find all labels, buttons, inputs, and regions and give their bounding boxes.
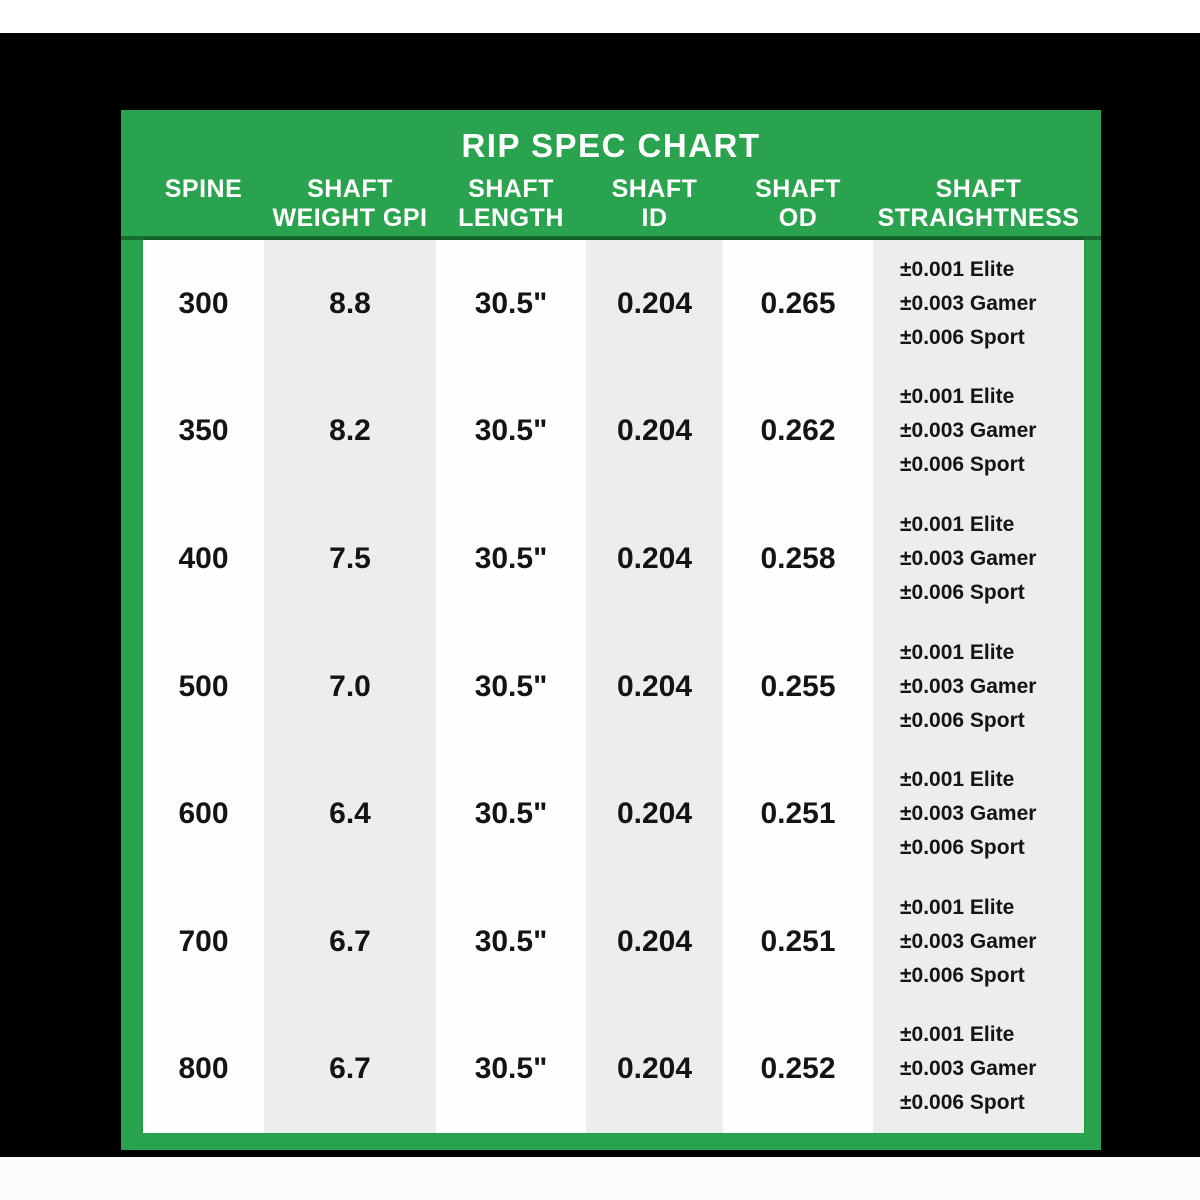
weight-gpi-value: 8.2 — [264, 368, 436, 496]
spine-value: 300 — [178, 286, 229, 320]
column-header-shaft-id: SHAFT ID — [611, 175, 698, 232]
straightness-value: ±0.001 Elite ±0.003 Gamer ±0.006 Sport — [873, 623, 1084, 751]
weight-gpi-value: 6.4 — [264, 750, 436, 878]
column-header-spine: SPINE — [164, 175, 243, 203]
table-row — [143, 240, 1084, 368]
table-row — [143, 623, 1084, 751]
length-value: 30.5" — [474, 541, 548, 575]
straightness-value: ±0.001 Elite ±0.003 Gamer ±0.006 Sport — [873, 240, 1084, 368]
straightness-value: ±0.001 Elite ±0.003 Gamer ±0.006 Sport — [873, 495, 1084, 623]
shaft-od-value: 0.255 — [760, 669, 836, 703]
shaft-id-value: 0.204 — [586, 495, 723, 623]
column-header-shaft-od: SHAFT OD — [755, 175, 841, 232]
shaft-id-value: 0.204 — [586, 368, 723, 496]
shaft-id-value: 0.204 — [586, 240, 723, 368]
length-value: 30.5" — [474, 924, 548, 958]
length-value: 30.5" — [474, 414, 548, 448]
column-header-row — [143, 175, 1084, 233]
table-row — [143, 1005, 1084, 1133]
shaft-id-value: 0.204 — [586, 1005, 723, 1133]
table-header — [121, 110, 1101, 240]
bottom-white-strip — [0, 1157, 1200, 1200]
table-row — [143, 878, 1084, 1006]
weight-gpi-value: 8.8 — [264, 240, 436, 368]
table-row — [143, 368, 1084, 496]
column-header-shaft-weight-gpi: SHAFT WEIGHT GPI — [272, 175, 428, 232]
spine-value: 800 — [178, 1052, 229, 1086]
shaft-od-value: 0.252 — [760, 1052, 836, 1086]
top-white-strip — [0, 0, 1200, 33]
straightness-value: ±0.001 Elite ±0.003 Gamer ±0.006 Sport — [873, 1005, 1084, 1133]
shaft-od-value: 0.265 — [760, 286, 836, 320]
table-body — [143, 240, 1084, 1133]
straightness-value: ±0.001 Elite ±0.003 Gamer ±0.006 Sport — [873, 368, 1084, 496]
table-row — [143, 495, 1084, 623]
spine-value: 600 — [178, 797, 229, 831]
shaft-od-value: 0.262 — [760, 414, 836, 448]
weight-gpi-value: 6.7 — [264, 878, 436, 1006]
spec-chart-panel — [121, 110, 1101, 1150]
shaft-od-value: 0.251 — [760, 797, 836, 831]
length-value: 30.5" — [474, 1052, 548, 1086]
weight-gpi-value: 7.5 — [264, 495, 436, 623]
shaft-id-value: 0.204 — [586, 623, 723, 751]
length-value: 30.5" — [474, 669, 548, 703]
spine-value: 700 — [178, 924, 229, 958]
shaft-od-value: 0.258 — [760, 541, 836, 575]
spine-value: 400 — [178, 541, 229, 575]
shaft-id-value: 0.204 — [586, 878, 723, 1006]
straightness-value: ±0.001 Elite ±0.003 Gamer ±0.006 Sport — [873, 750, 1084, 878]
column-header-shaft-length: SHAFT LENGTH — [458, 175, 564, 232]
straightness-value: ±0.001 Elite ±0.003 Gamer ±0.006 Sport — [873, 878, 1084, 1006]
weight-gpi-value: 6.7 — [264, 1005, 436, 1133]
weight-gpi-value: 7.0 — [264, 623, 436, 751]
length-value: 30.5" — [474, 797, 548, 831]
table-row — [143, 750, 1084, 878]
shaft-od-value: 0.251 — [760, 924, 836, 958]
length-value: 30.5" — [474, 286, 548, 320]
chart-title: RIP SPEC CHART — [461, 127, 761, 164]
spine-value: 350 — [178, 414, 229, 448]
spine-value: 500 — [178, 669, 229, 703]
column-header-shaft-straightness: SHAFT STRAIGHTNESS — [877, 175, 1080, 232]
shaft-id-value: 0.204 — [586, 750, 723, 878]
